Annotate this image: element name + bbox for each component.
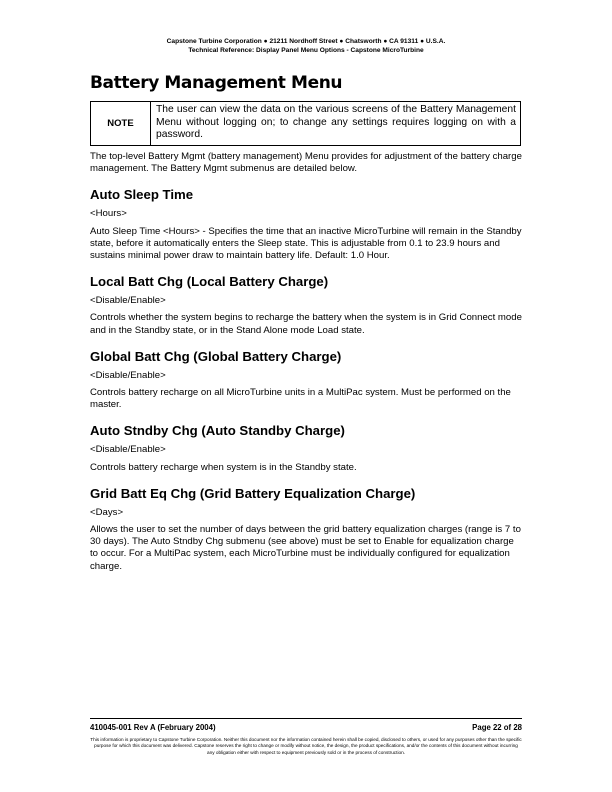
section-heading: Grid Batt Eq Chg (Grid Battery Equalization Charge) xyxy=(90,485,416,501)
section-global-batt-chg xyxy=(90,349,522,412)
intro-paragraph: The top-level Battery Mgmt (battery management) Menu provides for adjustment of the battery charge management. The Battery Mgmt submenus are detailed below. xyxy=(90,151,522,175)
section-heading: Global Batt Chg (Global Battery Charge) xyxy=(90,348,342,364)
section-body: Auto Sleep Time <Hours> - Specifies the time that an inactive MicroTurbine will remain in the Standby state, before it automatically enters the Sleep state. This is adjustable from 0.1 to 23.9 hours and sustains minimal power draw to maintain battery life. Default: 1.0 Hour. xyxy=(90,225,522,262)
section-auto-sleep-time xyxy=(90,187,522,262)
page-title: Battery Management Menu xyxy=(90,73,343,93)
section-auto-stndby-chg xyxy=(90,423,522,473)
section-parameter: <Disable/Enable> xyxy=(90,295,166,307)
section-parameter: <Disable/Enable> xyxy=(90,369,166,381)
section-heading: Local Batt Chg (Local Battery Charge) xyxy=(90,274,329,290)
note-text: The user can view the data on the various screens of the Battery Management Menu without logging on; to change any settings requires logging on with a password. xyxy=(156,104,516,141)
note-label: NOTE xyxy=(91,102,151,145)
section-heading: Auto Sleep Time xyxy=(90,187,194,203)
section-local-batt-chg xyxy=(90,274,522,337)
section-heading: Auto Stndby Chg (Auto Standby Charge) xyxy=(90,423,345,439)
section-body: Allows the user to set the number of days between the grid battery equalization charges (range is 7 to 30 days). The Auto Stndby Chg submenu (see above) must be set to Enable for equalization charge to occur. For a MultiPac system, each MicroTurbine must be individually configured for equalization charge. xyxy=(90,524,521,572)
note-box xyxy=(90,101,521,146)
footer-divider xyxy=(90,718,522,719)
page-footer xyxy=(90,723,522,732)
section-parameter: <Disable/Enable> xyxy=(90,444,166,456)
section-body: Controls battery recharge on all MicroTurbine units in a MultiPac system. Must be performed on the master. xyxy=(90,387,511,411)
section-parameter: <Hours> xyxy=(90,208,127,220)
main-content xyxy=(90,151,522,573)
document-id: 410045-001 Rev A (February 2004) xyxy=(90,723,216,732)
section-grid-batt-eq-chg xyxy=(90,486,522,573)
section-body: Controls battery recharge when system is in the Standby state. xyxy=(90,461,357,473)
page-number: Page 22 of 28 xyxy=(472,723,522,732)
header-address: Capstone Turbine Corporation ● 21211 Nordhoff Street ● Chatsworth ● CA 91311 ● U.S.A. xyxy=(166,38,446,45)
page-header xyxy=(0,37,612,55)
section-parameter: <Days> xyxy=(90,506,124,518)
section-body: Controls whether the system begins to recharge the battery when the system is in Grid Connect mode and in the Standby state, or in the Stand Alone mode Load state. xyxy=(90,312,522,336)
header-reference: Technical Reference: Display Panel Menu Options - Capstone MicroTurbine xyxy=(188,47,424,54)
footer-disclaimer: This information is proprietary to Capstone Turbine Corporation. Neither this document nor the information contained herein shall be copied, disclosed to others, or used for any purposes other than the specific purpose for which this document was delivered. Capstone reserves the right to change or modify without notice, the design, the product specifications, and/or the contents of this document without incurring any obligation either with respect to equipment previously sold or in the process of construction. xyxy=(90,737,522,755)
